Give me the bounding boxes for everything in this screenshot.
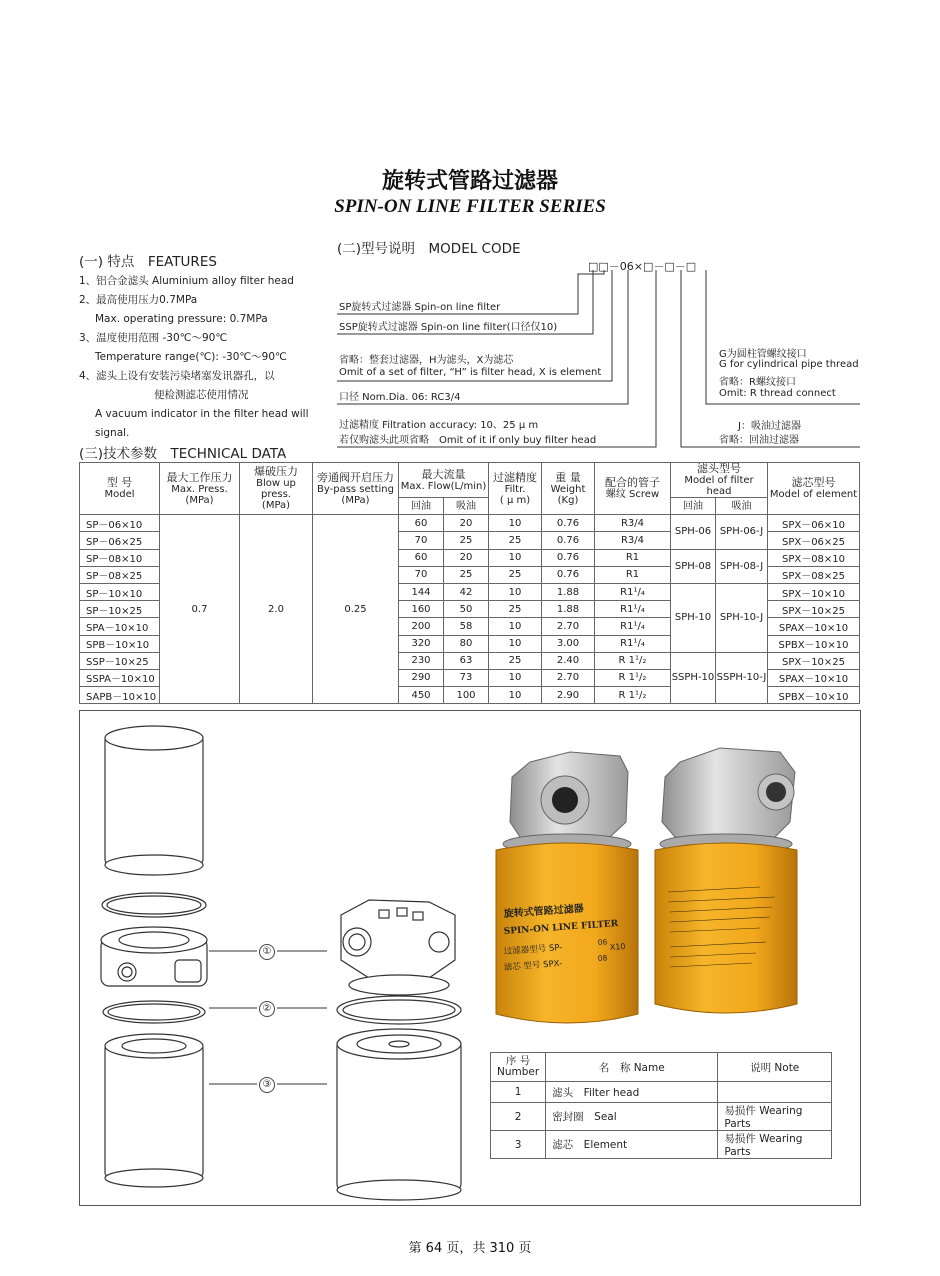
table-cell: 60 (399, 515, 444, 532)
parts-row (491, 1103, 832, 1131)
th-blow: 爆破压力 Blow up press. (MPa) (240, 463, 313, 515)
label-code-x: X10 (609, 941, 626, 952)
feature-item: A vacuum indicator in the filter head will signal. (95, 408, 309, 439)
table-cell: SPX－10×25 (768, 601, 860, 618)
seal-ring-top (102, 893, 206, 917)
features-heading: (一) 特点 FEATURES (79, 254, 217, 270)
table-cell: 2.0 (240, 515, 313, 704)
parts-cell-no: 1 (491, 1082, 546, 1103)
table-cell: 20 (444, 515, 489, 532)
table-cell: SPH-08-J (716, 549, 768, 583)
table-cell: SPH-10 (671, 583, 716, 652)
parts-cell-note: 易损件 Wearing Parts (718, 1131, 832, 1159)
table-cell: SPH-06-J (716, 515, 768, 549)
table-cell: 450 (399, 687, 444, 704)
table-cell: R1¹/₄ (595, 635, 671, 652)
parts-row (491, 1082, 832, 1103)
table-cell: 0.76 (542, 549, 595, 566)
model-g-en: G for cylindrical pipe thread (719, 359, 859, 370)
model-ssp: SSP旋转式过滤器 Spin-on line filter(口径仅10) (339, 322, 558, 333)
model-omit-en: Omit of a set of filter, “H” is filter head, X is element (339, 367, 602, 378)
table-cell: R1¹/₄ (595, 583, 671, 600)
table-cell: SP－10×10 (80, 583, 160, 600)
table-cell: 2.70 (542, 669, 595, 686)
table-cell: R 1¹/₂ (595, 687, 671, 704)
table-cell: R1¹/₄ (595, 618, 671, 635)
seal-ring-mid (103, 1001, 205, 1023)
table-cell: 20 (444, 549, 489, 566)
table-cell: 63 (444, 652, 489, 669)
technical-table (79, 462, 860, 704)
table-cell: SPBX－10×10 (768, 635, 860, 652)
th-model: 型 号 Model (80, 463, 160, 515)
th-filtr: 过滤精度 Filtr. ( μ m) (489, 463, 542, 515)
table-cell: 25 (489, 566, 542, 583)
table-cell: 10 (489, 515, 542, 532)
feature-item: 3、温度使用范围 -30℃～90℃ (79, 332, 228, 344)
table-cell: R3/4 (595, 532, 671, 549)
page-footer: 第 64 页，共 310 页 (408, 1241, 532, 1256)
table-cell: 2.40 (542, 652, 595, 669)
parts-cell-no: 3 (491, 1131, 546, 1159)
model-sp: SP旋转式过滤器 Spin-on line filter (339, 302, 501, 313)
parts-cell-note (718, 1082, 832, 1103)
table-cell: 0.25 (313, 515, 399, 704)
model-omit-cn: 省略：整套过滤器，H为滤头，X为滤芯 (339, 355, 514, 366)
model-code-pattern: □□－06×□－□－□ (588, 260, 697, 273)
table-cell: 1.88 (542, 601, 595, 618)
technical-heading: (三)技术参数 TECHNICAL DATA (79, 446, 287, 462)
table-cell: SPH-06 (671, 515, 716, 549)
table-cell: SPX－10×10 (768, 583, 860, 600)
th-elem: 滤芯型号 Model of element (768, 463, 860, 515)
th-press: 最大工作压力 Max. Press. (MPa) (160, 463, 240, 515)
th-flow: 最大流量 Max. Flow(L/min) (399, 463, 489, 498)
table-cell: 50 (444, 601, 489, 618)
model-accuracy: 过滤精度 Filtration accuracy: 10、25 μ m (339, 420, 539, 431)
parts-cell-name: 滤头 Filter head (546, 1082, 718, 1103)
table-cell: 200 (399, 618, 444, 635)
parts-table (490, 1052, 832, 1159)
parts-h-no: 序 号 Number (491, 1053, 546, 1082)
table-cell: SPB－10×10 (80, 635, 160, 652)
model-dia: 口径 Nom.Dia. 06: RC3/4 (339, 392, 461, 403)
callout-3: ③ (259, 1077, 275, 1093)
table-cell: R1¹/₄ (595, 601, 671, 618)
model-g-cn: G为圆柱管螺纹接口 (719, 349, 807, 360)
table-cell: 42 (444, 583, 489, 600)
model-code-lines (0, 0, 940, 460)
table-cell: 0.76 (542, 566, 595, 583)
model-omit-buy: 若仅购滤头此项省略 Omit of it if only buy filter head (339, 435, 597, 446)
parts-row (491, 1131, 832, 1159)
table-cell: SSPH-10 (671, 652, 716, 704)
table-cell: SSPA－10×10 (80, 669, 160, 686)
table-cell: SPAX－10×10 (768, 618, 860, 635)
table-cell: 10 (489, 549, 542, 566)
table-cell: R3/4 (595, 515, 671, 532)
table-cell: 0.76 (542, 532, 595, 549)
table-cell: 10 (489, 635, 542, 652)
feature-item: 1、铝合金滤头 Aluminium alloy filter head (79, 275, 294, 287)
seal-ring-right (337, 996, 461, 1024)
th-screw: 配合的管子 螺纹 Screw (595, 463, 671, 515)
th-head-suc: 吸油 (716, 498, 768, 515)
page-title-en: SPIN-ON LINE FILTER SERIES (334, 196, 606, 217)
table-cell: 25 (444, 566, 489, 583)
table-cell: SPA－10×10 (80, 618, 160, 635)
table-cell: 1.88 (542, 583, 595, 600)
table-cell: 80 (444, 635, 489, 652)
th-head: 滤头型号 Model of filter head (671, 463, 768, 498)
element-cartridge-right (337, 1029, 461, 1200)
table-cell: 160 (399, 601, 444, 618)
table-cell: 73 (444, 669, 489, 686)
table-cell: 25 (489, 532, 542, 549)
table-cell: 58 (444, 618, 489, 635)
model-r-en: Omit: R thread connect (719, 388, 836, 399)
label-code-top: 06 (597, 937, 608, 947)
th-head-ret: 回油 (671, 498, 716, 515)
table-cell: R1 (595, 549, 671, 566)
table-cell: 10 (489, 583, 542, 600)
filter-head-left (101, 927, 207, 986)
table-cell: 60 (399, 549, 444, 566)
label-line1: 过滤器型号 SP- (503, 942, 563, 957)
label-code-bot: 08 (597, 953, 608, 963)
label-en: SPIN-ON LINE FILTER (503, 919, 619, 937)
table-cell: R 1¹/₂ (595, 669, 671, 686)
callout-1: ① (259, 944, 275, 960)
table-row (80, 515, 860, 532)
table-cell: 70 (399, 566, 444, 583)
table-cell: 3.00 (542, 635, 595, 652)
label-line2: 滤芯 型号 SPX- (503, 958, 563, 973)
table-cell: 70 (399, 532, 444, 549)
table-cell: SP－10×25 (80, 601, 160, 618)
table-cell: SSPH-10-J (716, 652, 768, 704)
table-cell: R 1¹/₂ (595, 652, 671, 669)
product-photo (490, 742, 850, 1042)
table-cell: SSP－10×25 (80, 652, 160, 669)
table-cell: 100 (444, 687, 489, 704)
table-cell: SPH-08 (671, 549, 716, 583)
model-omit-return: 省略：回油过滤器 (719, 435, 799, 446)
table-cell: SP－08×25 (80, 566, 160, 583)
product-unit-left (496, 752, 638, 1023)
model-j: J：吸油过滤器 (738, 421, 801, 432)
table-cell: 2.70 (542, 618, 595, 635)
table-cell: SPH-10-J (716, 583, 768, 652)
table-cell: 10 (489, 618, 542, 635)
table-cell: 25 (489, 652, 542, 669)
parts-cell-no: 2 (491, 1103, 546, 1131)
table-cell: SP－06×10 (80, 515, 160, 532)
parts-h-note: 说明 Note (718, 1053, 832, 1082)
element-cartridge-top (105, 726, 203, 875)
feature-item: Max. operating pressure: 0.7MPa (95, 313, 268, 325)
table-cell: SPBX－10×10 (768, 687, 860, 704)
th-flow-ret: 回油 (399, 498, 444, 515)
filter-head-right (341, 900, 455, 995)
table-cell: R1 (595, 566, 671, 583)
th-weight: 重 量 Weight (Kg) (542, 463, 595, 515)
parts-cell-name: 密封圈 Seal (546, 1103, 718, 1131)
table-cell: 25 (489, 601, 542, 618)
table-cell: 10 (489, 669, 542, 686)
parts-cell-note: 易损件 Wearing Parts (718, 1103, 832, 1131)
feature-item: Temperature range(℃): -30℃～90℃ (95, 351, 287, 363)
model-code-heading: (二)型号说明 MODEL CODE (337, 241, 521, 257)
callout-2: ② (259, 1001, 275, 1017)
feature-item: 便检测滤芯使用情况 (154, 389, 249, 401)
table-cell: 290 (399, 669, 444, 686)
element-cartridge-bottom (105, 1034, 203, 1187)
table-cell: SAPB－10×10 (80, 687, 160, 704)
table-cell: 320 (399, 635, 444, 652)
parts-cell-name: 滤芯 Element (546, 1131, 718, 1159)
table-cell: SPX－08×25 (768, 566, 860, 583)
table-cell: 144 (399, 583, 444, 600)
table-cell: 10 (489, 687, 542, 704)
feature-item: 2、最高使用压力0.7MPa (79, 294, 198, 306)
th-bypass: 旁通阀开启压力 By-pass setting (MPa) (313, 463, 399, 515)
product-unit-right (655, 748, 797, 1013)
parts-h-name: 名 称 Name (546, 1053, 718, 1082)
table-cell: SPX－10×25 (768, 652, 860, 669)
page-title-cn: 旋转式管路过滤器 (381, 168, 558, 194)
table-cell: 230 (399, 652, 444, 669)
label-cn: 旋转式管路过滤器 (503, 903, 585, 920)
table-cell: SP－06×25 (80, 532, 160, 549)
feature-item: 4、滤头上设有安装污染堵塞发讯器孔，以 (79, 370, 275, 382)
th-flow-suc: 吸油 (444, 498, 489, 515)
table-cell: SPAX－10×10 (768, 669, 860, 686)
table-cell: SPX－06×25 (768, 532, 860, 549)
table-cell: 2.90 (542, 687, 595, 704)
table-cell: SPX－08×10 (768, 549, 860, 566)
table-cell: 25 (444, 532, 489, 549)
table-cell: 0.76 (542, 515, 595, 532)
table-cell: SP－08×10 (80, 549, 160, 566)
table-cell: 0.7 (160, 515, 240, 704)
model-r-cn: 省略：R螺纹接口 (719, 377, 796, 388)
table-cell: SPX－06×10 (768, 515, 860, 532)
